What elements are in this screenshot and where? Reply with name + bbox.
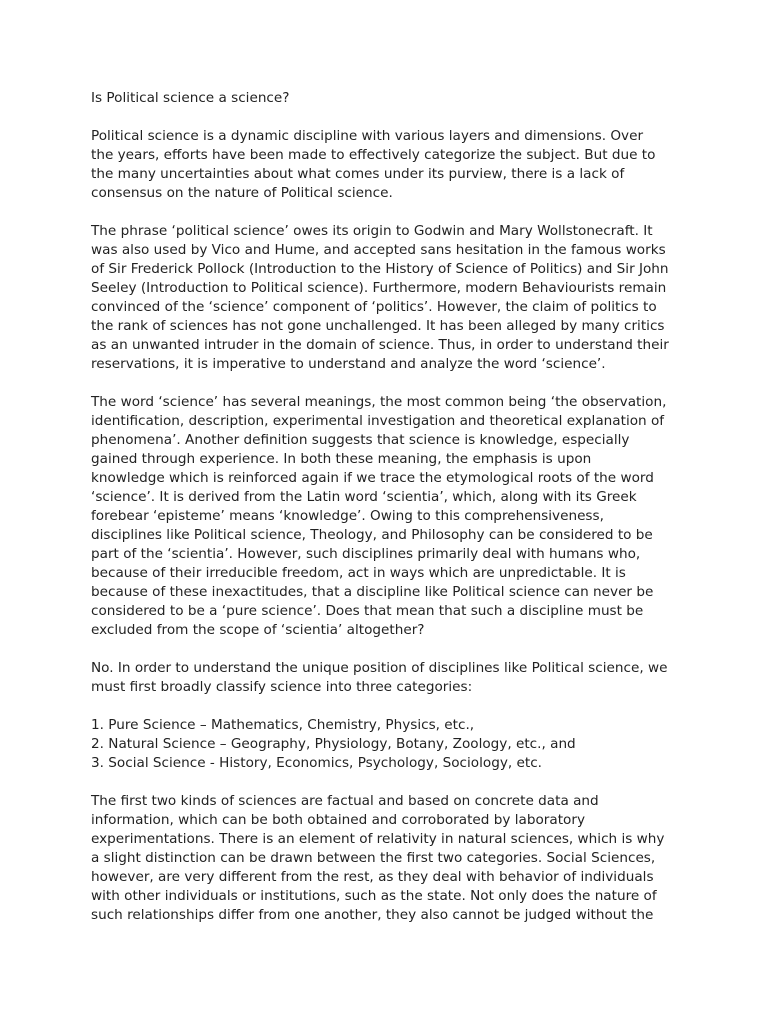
paragraph-line: Seeley (Introduction to Political science). Furthermore, modern Behaviourists remain [91,280,667,296]
science-categories-list [91,716,691,773]
paragraph-2 [91,222,691,374]
paragraph-line: experimentations. There is an element of relativity in natural sciences, which is why [91,831,665,847]
paragraph-line: knowledge which is reinforced again if we trace the etymological roots of the word [91,470,654,486]
paragraph-line: Political science is a dynamic discipline with various layers and dimensions. Over [91,128,644,144]
paragraph-line: a slight distinction can be drawn between the first two categories. Social Sciences, [91,850,656,866]
document-title: Is Political science a science? [91,90,290,106]
paragraph-line: No. In order to understand the unique position of disciplines like Political science, we [91,660,668,676]
list-item: 2. Natural Science – Geography, Physiology, Botany, Zoology, etc., and [91,736,576,752]
paragraph-line: convinced of the ‘science’ component of ‘politics’. However, the claim of politics to [91,299,657,315]
paragraph-line: The word ‘science’ has several meanings, the most common being ‘the observation, [91,394,667,410]
paragraph-line: consensus on the nature of Political science. [91,185,393,201]
paragraph-line: such relationships differ from one another, they also cannot be judged without the [91,907,654,923]
paragraph-4 [91,659,691,697]
paragraph-line: however, are very different from the rest, as they deal with behavior of individuals [91,869,654,885]
paragraph-line: considered to be a ‘pure science’. Does that mean that such a discipline must be [91,603,644,619]
list-item: 3. Social Science - History, Economics, Psychology, Sociology, etc. [91,755,543,771]
paragraph-line: of Sir Frederick Pollock (Introduction to the History of Science of Politics) and Sir John [91,261,669,277]
paragraph-3 [91,393,691,640]
document-page [91,89,691,944]
paragraph-line: because of these inexactitudes, that a discipline like Political science can never be [91,584,654,600]
paragraph-line: part of the ‘scientia’. However, such disciplines primarily deal with humans who, [91,546,641,562]
paragraph-line: the rank of sciences has not gone unchallenged. It has been alleged by many critics [91,318,665,334]
paragraph-line: ‘science’. It is derived from the Latin word ‘scientia’, which, along with its Greek [91,489,637,505]
paragraph-line: forebear ‘episteme’ means ‘knowledge’. Owing to this comprehensiveness, [91,508,604,524]
paragraph-line: excluded from the scope of ‘scientia’ altogether? [91,622,425,638]
paragraph-line: phenomena’. Another definition suggests that science is knowledge, especially [91,432,630,448]
paragraph-line: as an unwanted intruder in the domain of science. Thus, in order to understand their [91,337,669,353]
paragraph-1 [91,127,691,203]
paragraph-line: The phrase ‘political science’ owes its origin to Godwin and Mary Wollstonecraft. It [91,223,653,239]
paragraph-line: because of their irreducible freedom, act in ways which are unpredictable. It is [91,565,626,581]
paragraph-line: with other individuals or institutions, such as the state. Not only does the nature of [91,888,657,904]
paragraph-line: gained through experience. In both these meaning, the emphasis is upon [91,451,592,467]
paragraph-line: information, which can be both obtained and corroborated by laboratory [91,812,585,828]
list-item: 1. Pure Science – Mathematics, Chemistry, Physics, etc., [91,717,475,733]
paragraph-line: the many uncertainties about what comes under its purview, there is a lack of [91,166,625,182]
paragraph-line: reservations, it is imperative to understand and analyze the word ‘science’. [91,356,606,372]
paragraph-line: identification, description, experimental investigation and theoretical explanation of [91,413,665,429]
paragraph-5 [91,792,691,925]
paragraph-line: the years, efforts have been made to effectively categorize the subject. But due to [91,147,656,163]
paragraph-line: disciplines like Political science, Theology, and Philosophy can be considered to be [91,527,653,543]
paragraph-line: must first broadly classify science into three categories: [91,679,473,695]
paragraph-line: was also used by Vico and Hume, and accepted sans hesitation in the famous works [91,242,666,258]
paragraph-line: The first two kinds of sciences are factual and based on concrete data and [91,793,599,809]
